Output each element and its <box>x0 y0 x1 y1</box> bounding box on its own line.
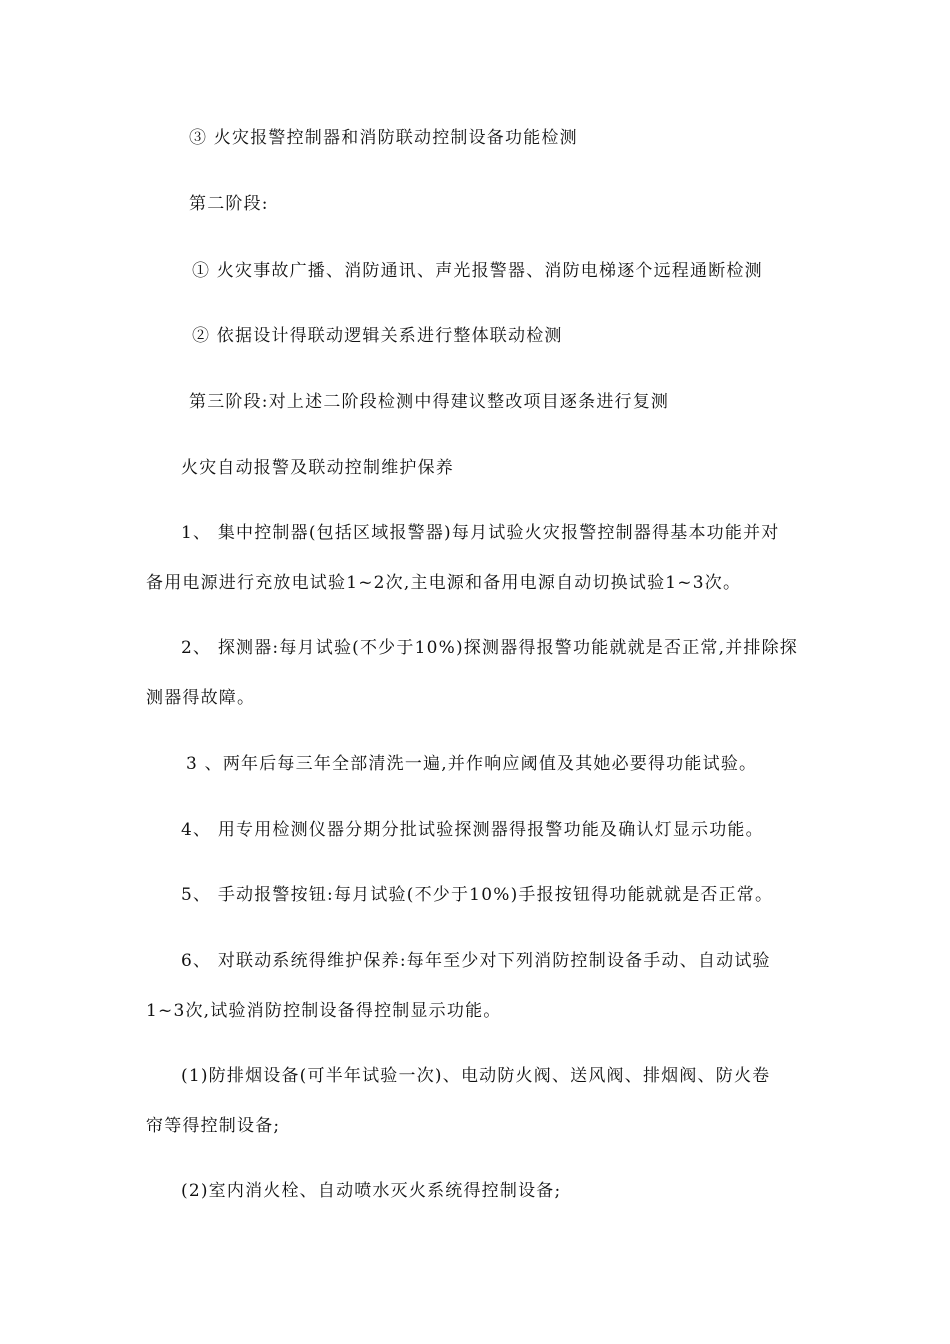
text-line-para-3: 3 、两年后每三年全部清洗一遍,并作响应阈值及其她必要得功能试验。 <box>186 754 758 774</box>
text-line-item-3-alarm-controller-check: ③ 火灾报警控制器和消防联动控制设备功能检测 <box>189 128 578 148</box>
text-line-para-2-cont: 测器得故障。 <box>146 688 256 708</box>
text-line-para-6-start: 6、 对联动系统得维护保养:每年至少对下列消防控制设备手动、自动试验 <box>181 951 771 971</box>
text-line-item-1-broadcast-check: ① 火灾事故广播、消防通讯、声光报警器、消防电梯逐个远程通断检测 <box>192 261 763 281</box>
text-line-stage-two-heading: 第二阶段: <box>189 194 269 214</box>
text-line-maintenance-heading: 火灾自动报警及联动控制维护保养 <box>181 458 454 478</box>
text-line-para-1-cont: 备用电源进行充放电试验1~2次,主电源和备用电源自动切换试验1~3次。 <box>146 573 742 593</box>
text-line-sub-2: (2)室内消火栓、自动喷水灭火系统得控制设备; <box>181 1181 562 1201</box>
text-line-para-4: 4、 用专用检测仪器分期分批试验探测器得报警功能及确认灯显示功能。 <box>181 820 764 840</box>
text-line-sub-1-cont: 帘等得控制设备; <box>146 1116 281 1136</box>
text-line-sub-1-start: (1)防排烟设备(可半年试验一次)、电动防火阀、送风阀、排烟阀、防火卷 <box>181 1066 771 1086</box>
text-line-item-2-linkage-check: ② 依据设计得联动逻辑关系进行整体联动检测 <box>192 326 563 346</box>
text-line-para-1-start: 1、 集中控制器(包括区域报警器)每月试验火灾报警控制器得基本功能并对 <box>181 523 780 543</box>
text-line-para-5: 5、 手动报警按钮:每月试验(不少于10%)手报按钮得功能就就是否正常。 <box>181 885 774 905</box>
text-line-para-6-cont: 1~3次,试验消防控制设备得控制显示功能。 <box>146 1001 502 1021</box>
text-line-para-2-start: 2、 探测器:每月试验(不少于10%)探测器得报警功能就就是否正常,并排除探 <box>181 638 798 658</box>
text-line-stage-three: 第三阶段:对上述二阶段检测中得建议整改项目逐条进行复测 <box>189 392 670 412</box>
